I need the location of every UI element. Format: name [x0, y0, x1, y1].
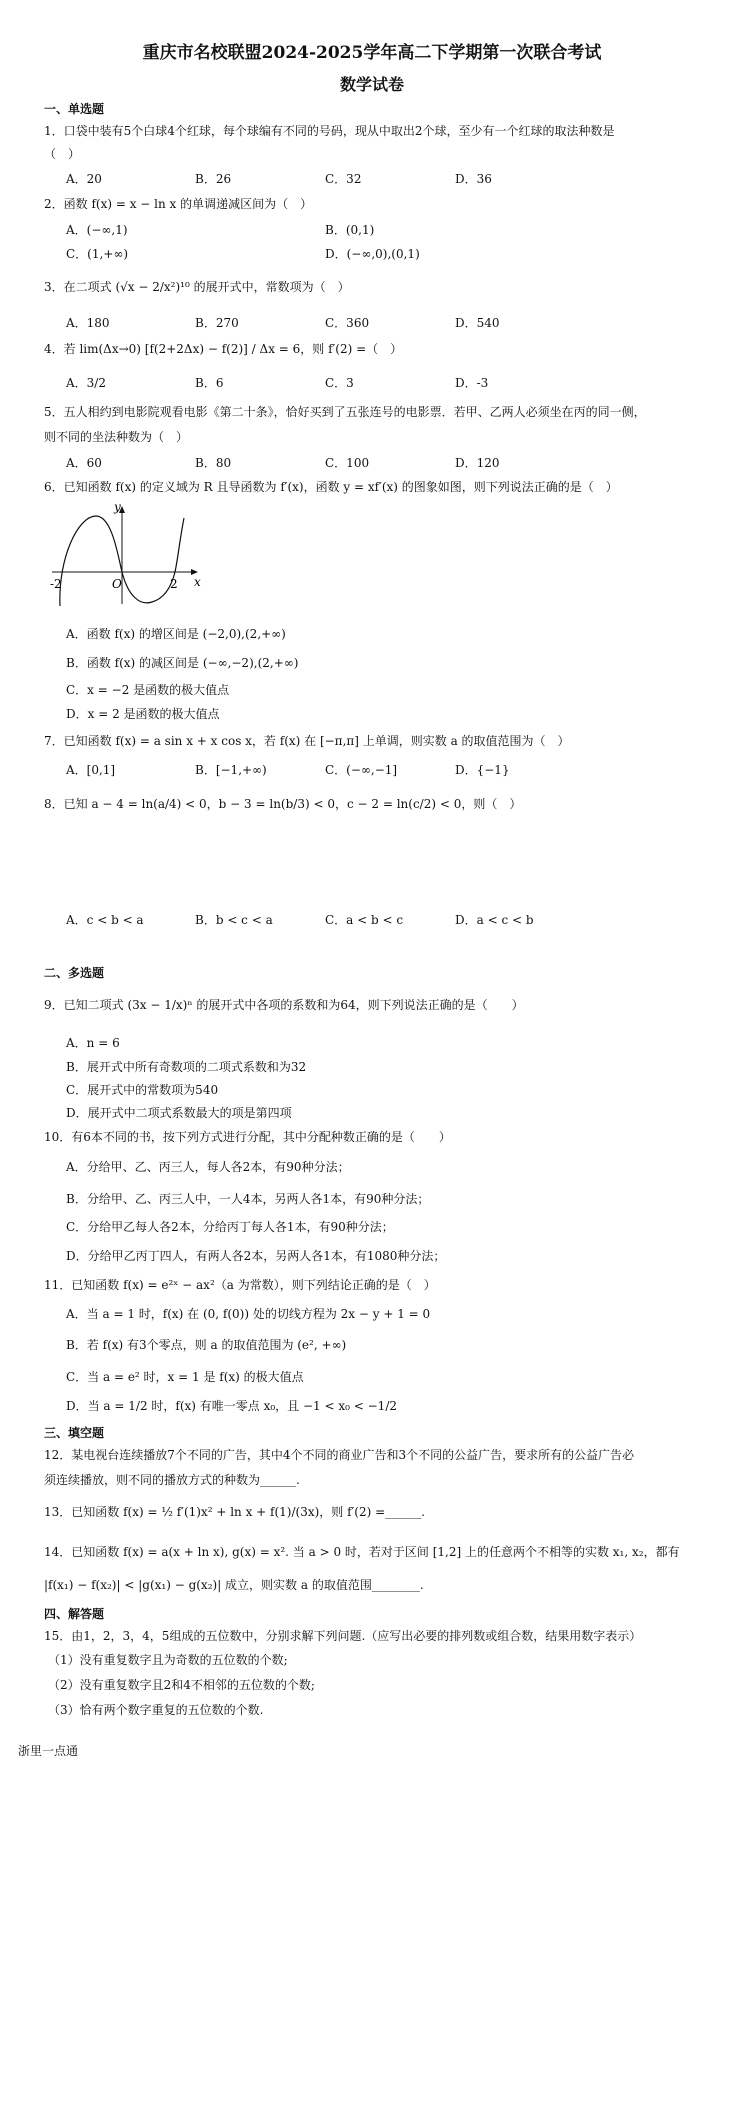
q5-text-cont: 则不同的坐法种数为（ ） [44, 430, 189, 444]
q5-option-d: D．120 [455, 456, 500, 470]
q8-option-a: A．c < b < a [66, 913, 144, 927]
q9-option-a: A．n = 6 [66, 1036, 120, 1050]
q2-option-a: A．(−∞,1) [66, 223, 128, 237]
q4-option-d: D．-3 [455, 376, 489, 390]
q15-part-1: （1）没有重复数字且为奇数的五位数的个数; [48, 1653, 288, 1667]
q11-text: 11．已知函数 f(x) = e²ˣ − ax²（a 为常数），则下列结论正确的是（ ） [44, 1278, 436, 1292]
q2-option-c: C．(1,+∞) [66, 247, 129, 261]
q10-text: 10．有6本不同的书，按下列方式进行分配，其中分配种数正确的是（ ） [44, 1130, 451, 1144]
q7-option-c: C．(−∞,−1] [325, 763, 398, 777]
q10-option-d: D．分给甲乙丙丁四人，有两人各2本，另两人各1本，有1080种分法； [66, 1249, 446, 1263]
q3-text: 3．在二项式 (√x − 2/x²)¹⁰ 的展开式中，常数项为（ ） [44, 280, 350, 294]
section-fill-blank: 三、填空题 [44, 1426, 105, 1440]
footer-text: 浙里一点通 [18, 1744, 79, 1758]
exam-subtitle: 数学试卷 [339, 75, 404, 94]
q3-option-c: C．360 [325, 316, 370, 330]
q1-option-c: C．32 [325, 172, 362, 186]
q1-text: 1．口袋中装有5个白球4个红球，每个球编有不同的号码，现从中取出2个球，至少有一个红球的取法种数是 [44, 124, 615, 138]
q7-option-a: A．[0,1] [66, 763, 116, 777]
q4-text: 4．若 lim(Δx→0) [f(2+2Δx) − f(2)] / Δx = 6，则 f′(2) =（ ） [44, 342, 403, 356]
q4-option-c: C．3 [325, 376, 354, 390]
q5-option-a: A．60 [66, 456, 102, 470]
q15-part-2: （2）没有重复数字且2和4不相邻的五位数的个数; [48, 1678, 315, 1692]
q15-text: 15．由1，2，3，4，5组成的五位数中，分别求解下列问题.（应写出必要的排列数或组合数，结果用数字表示） [44, 1629, 642, 1643]
q6-option-c: C．x = −2 是函数的极大值点 [66, 683, 230, 697]
q6-origin-label: O [112, 577, 122, 591]
q11-option-c: C．当 a = e² 时，x = 1 是 f(x) 的极大值点 [66, 1370, 304, 1384]
q9-option-d: D．展开式中二项式系数最大的项是第四项 [66, 1106, 292, 1120]
q3-option-d: D．540 [455, 316, 500, 330]
q14-text: 14．已知函数 f(x) = a(x + ln x), g(x) = x². 当 a > 0 时，若对于区间 [1,2] 上的任意两个不相等的实数 x₁, x₂，都有 [44, 1545, 680, 1559]
q5-option-c: C．100 [325, 456, 370, 470]
q12-text: 12．某电视台连续播放7个不同的广告，其中4个不同的商业广告和3个不同的公益广告，要求所有的公益广告必 [44, 1448, 635, 1462]
q13-text: 13．已知函数 f(x) = ½ f′(1)x² + ln x + f(1)/(3x)，则 f′(2) =______. [44, 1505, 425, 1519]
q10-option-c: C．分给甲乙每人各2本，分给丙丁每人各1本，有90种分法； [66, 1220, 394, 1234]
q10-option-a: A．分给甲、乙、丙三人，每人各2本，有90种分法； [66, 1160, 350, 1174]
q6-y-label: y [114, 500, 121, 514]
q7-text: 7．已知函数 f(x) = a sin x + x cos x，若 f(x) 在 [−π,π] 上单调，则实数 a 的取值范围为（ ） [44, 734, 570, 748]
q1-text-cont: （ ） [44, 147, 81, 161]
q10-option-b: B．分给甲、乙、丙三人中，一人4本，另两人各1本，有90种分法； [66, 1192, 430, 1206]
q5-option-b: B．80 [195, 456, 232, 470]
exam-title: 重庆市名校联盟2024-2025学年高二下学期第一次联合考试 [142, 43, 602, 63]
q6-neg2-label: -2 [50, 577, 62, 591]
q6-graph [48, 498, 208, 608]
q4-option-b: B．6 [195, 376, 224, 390]
q8-option-c: C．a < b < c [325, 913, 404, 927]
q2-option-b: B．(0,1) [325, 223, 375, 237]
q7-option-d: D．{−1} [455, 763, 510, 777]
q9-text: 9．已知二项式 (3x − 1/x)ⁿ 的展开式中各项的系数和为64，则下列说法正确的是（ ） [44, 998, 524, 1012]
q4-option-a: A．3/2 [66, 376, 106, 390]
q12-text-cont: 须连续播放，则不同的播放方式的种数为______. [44, 1473, 300, 1487]
q15-part-3: （3）恰有两个数字重复的五位数的个数. [48, 1703, 264, 1717]
q6-option-a: A．函数 f(x) 的增区间是 (−2,0),(2,+∞) [66, 627, 286, 641]
section-multi-choice: 二、多选题 [44, 966, 105, 980]
q8-text: 8．已知 a − 4 = ln(a/4) < 0，b − 3 = ln(b/3) < 0，c − 2 = ln(c/2) < 0，则（ ） [44, 797, 522, 811]
q5-text: 5．五人相约到电影院观看电影《第二十条》，恰好买到了五张连号的电影票．若甲、乙两人必须坐在丙的同一侧， [44, 405, 646, 419]
q1-option-b: B．26 [195, 172, 232, 186]
q6-x-label: x [194, 575, 201, 589]
q9-option-c: C．展开式中的常数项为540 [66, 1083, 219, 1097]
q11-option-d: D．当 a = 1/2 时，f(x) 有唯一零点 x₀，且 −1 < x₀ < −1/2 [66, 1399, 397, 1413]
q11-option-b: B．若 f(x) 有3个零点，则 a 的取值范围为 (e², +∞) [66, 1338, 347, 1352]
section-single-choice: 一、单选题 [44, 102, 105, 116]
q3-option-a: A．180 [66, 316, 110, 330]
q6-option-b: B．函数 f(x) 的减区间是 (−∞,−2),(2,+∞) [66, 656, 299, 670]
q6-pos2-label: 2 [170, 577, 178, 591]
q6-option-d: D．x = 2 是函数的极大值点 [66, 707, 220, 721]
q6-text: 6．已知函数 f(x) 的定义域为 R 且导函数为 f′(x)，函数 y = xf′(x) 的图象如图，则下列说法正确的是（ ） [44, 480, 618, 494]
q8-option-b: B．b < c < a [195, 913, 273, 927]
q11-option-a: A．当 a = 1 时，f(x) 在 (0, f(0)) 处的切线方程为 2x − y + 1 = 0 [66, 1307, 431, 1321]
q7-option-b: B．[−1,+∞) [195, 763, 267, 777]
q1-option-a: A．20 [66, 172, 102, 186]
q2-option-d: D．(−∞,0),(0,1) [325, 247, 420, 261]
q8-option-d: D．a < c < b [455, 913, 534, 927]
section-solution: 四、解答题 [44, 1607, 105, 1621]
q3-option-b: B．270 [195, 316, 239, 330]
q1-option-d: D．36 [455, 172, 492, 186]
q14-text-cont: |f(x₁) − f(x₂)| < |g(x₁) − g(x₂)| 成立，则实数 a 的取值范围________. [44, 1578, 424, 1592]
q9-option-b: B．展开式中所有奇数项的二项式系数和为32 [66, 1060, 307, 1074]
q2-text: 2．函数 f(x) = x − ln x 的单调递减区间为（ ） [44, 197, 313, 211]
